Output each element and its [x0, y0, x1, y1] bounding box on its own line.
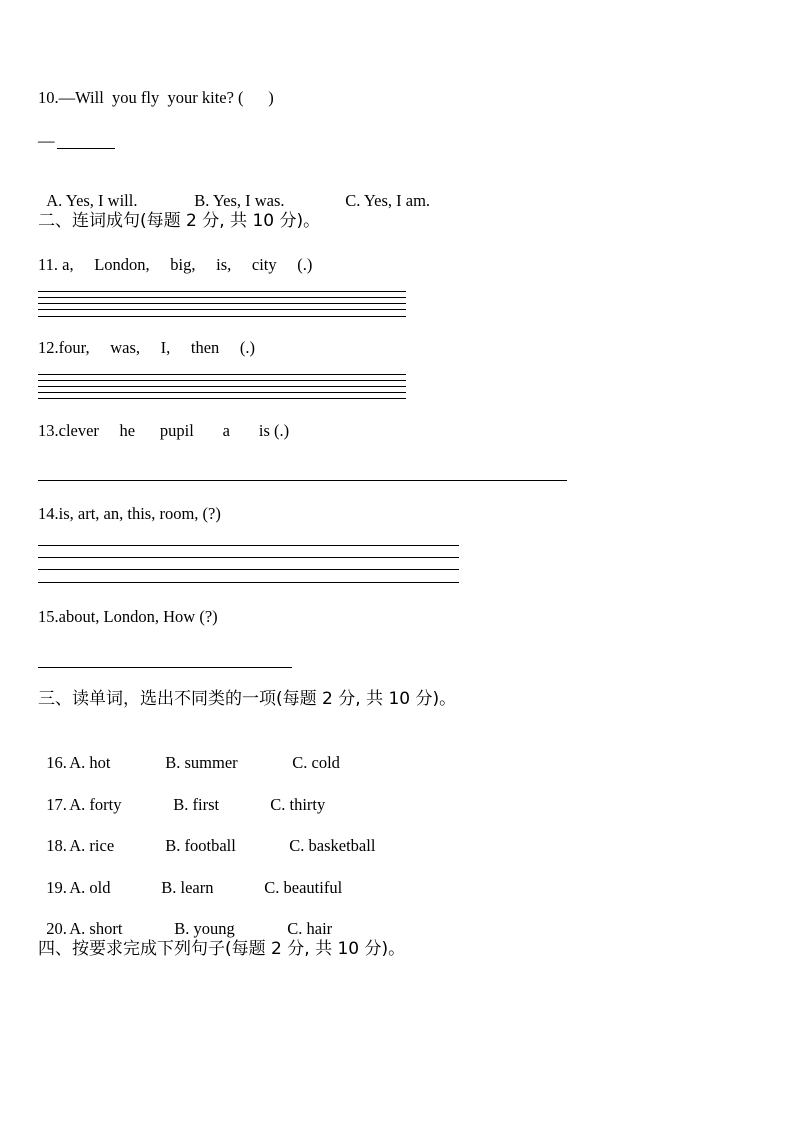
option-a: A. rice — [69, 836, 115, 855]
question-14-words: 14.is, art, an, this, room, (?) — [38, 504, 221, 523]
question-19-row — [38, 858, 342, 898]
answer-blank-line — [57, 148, 115, 149]
option-c: C. Yes, I am. — [345, 191, 431, 210]
section-4-heading: 四、按要求完成下列句子(每题 2 分, 共 10 分)。 — [38, 939, 406, 959]
option-b: B. summer — [165, 753, 238, 772]
option-a: A. hot — [69, 753, 111, 772]
question-20-row — [38, 899, 332, 939]
writing-line — [38, 557, 459, 558]
writing-line — [38, 398, 406, 399]
question-11-words: 11. a, London, big, is, city (.) — [38, 255, 313, 274]
option-b: B. football — [165, 836, 236, 855]
question-13-words: 13.clever he pupil a is (.) — [38, 421, 290, 440]
question-18-row — [38, 816, 375, 856]
option-c: C. beautiful — [264, 878, 343, 897]
writing-line — [38, 569, 459, 570]
question-number: 16. — [46, 753, 67, 772]
writing-line — [38, 380, 406, 381]
question-number: 19. — [46, 878, 67, 897]
writing-line — [38, 291, 406, 292]
option-c: C. basketball — [289, 836, 376, 855]
option-a: A. short — [69, 919, 123, 938]
option-b: B. Yes, I was. — [194, 191, 285, 210]
option-a: A. forty — [69, 795, 122, 814]
writing-line — [38, 582, 459, 583]
option-a: A. Yes, I will. — [46, 191, 138, 210]
section-2-heading: 二、连词成句(每题 2 分, 共 10 分)。 — [38, 211, 321, 231]
writing-line — [38, 545, 459, 546]
question-number: 18. — [46, 836, 67, 855]
writing-line — [38, 480, 567, 481]
question-10-answer-dash: — — [38, 131, 55, 150]
writing-line — [38, 309, 406, 310]
option-c: C. cold — [292, 753, 340, 772]
writing-line — [38, 386, 406, 387]
question-16-row — [38, 733, 340, 773]
writing-line — [38, 316, 406, 317]
question-number: 17. — [46, 795, 67, 814]
option-b: B. learn — [161, 878, 214, 897]
option-b: B. first — [173, 795, 220, 814]
option-c: C. hair — [287, 919, 333, 938]
question-number: 20. — [46, 919, 67, 938]
question-17-row — [38, 775, 325, 815]
question-10-options — [38, 171, 430, 211]
writing-line — [38, 667, 292, 668]
option-c: C. thirty — [270, 795, 326, 814]
writing-line — [38, 297, 406, 298]
section-3-heading: 三、读单词，选出不同类的一项(每题 2 分, 共 10 分)。 — [38, 689, 457, 709]
question-12-words: 12.four, was, I, then (.) — [38, 338, 256, 357]
option-b: B. young — [174, 919, 235, 938]
question-15-words: 15.about, London, How (?) — [38, 607, 218, 626]
writing-line — [38, 374, 406, 375]
option-a: A. old — [69, 878, 111, 897]
question-10-text: 10.—Will you fly your kite? ( ) — [38, 88, 274, 107]
writing-line — [38, 303, 406, 304]
writing-line — [38, 392, 406, 393]
